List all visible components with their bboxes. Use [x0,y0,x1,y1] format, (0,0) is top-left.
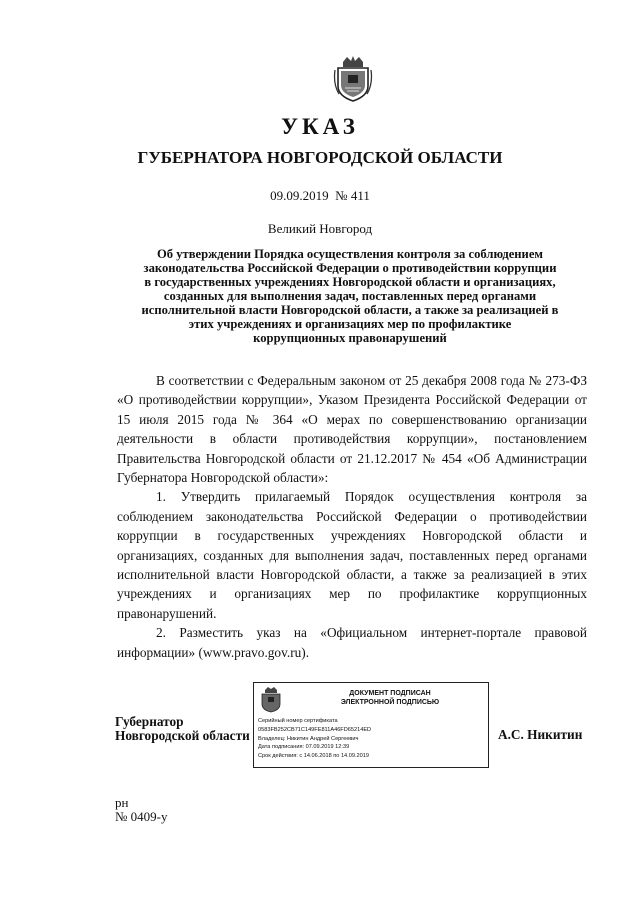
subject-line: Об утверждении Порядка осуществления контроля за соблюдением [157,247,543,261]
stamp-header-line1: ДОКУМЕНТ ПОДПИСАН [349,690,431,697]
item-1-paragraph: 1. Утвердить прилагаемый Порядок осуществления контроля за соблюдением законодательства Российской Федерации о противодействии коррупции в государственных учреждениях Новгородской области и организациях, созданных для выполнения задач, поставленных перед органами исполнительной власти Новгородской области, а также за реализацией в этих учреждениях и организациях мер по профилактике коррупционных правонарушений. [117,489,587,621]
stamp-details [258,717,371,761]
signer-position-line2: Новгородской области [115,728,250,743]
document-type-title: УКАЗ [281,114,359,139]
document-body [117,371,587,662]
signer-position-line1: Губернатор [115,714,184,729]
issuer-title: ГУБЕРНАТОРА НОВГОРОДСКОЙ ОБЛАСТИ [137,148,503,167]
subject-line: коррупционных правонарушений [253,331,447,345]
stamp-header [300,689,480,707]
registration-number: № 0409-у [115,809,168,824]
certificate-owner: Владелец: Никитин Андрей Сергеевич [258,735,359,742]
executor-initials: рн [115,795,129,810]
signer-position [115,715,250,743]
date-number-line [0,188,640,204]
novgorod-coat-of-arms-icon [333,56,373,102]
certificate-number: 0583FB252CB71C149FE811A46FD65214ED [258,726,372,733]
item-2-paragraph: 2. Разместить указ на «Официальном интернет-портале правовой информации» (www.pravo.gov.ru). [117,625,587,660]
number-sign: № [335,188,348,203]
document-number: 411 [350,188,370,203]
certificate-validity: Срок действия: с 14.06.2018 по 14.09.2019 [258,753,369,760]
document-date: 09.09.2019 [270,188,329,203]
subject-line: созданных для выполнения задач, поставленных перед органами [163,289,537,303]
electronic-signature-stamp [253,682,489,768]
stamp-coat-of-arms-icon [260,687,282,713]
subject-line: в государственных учреждениях Новгородской области и организациях, [144,275,556,289]
subject-line: законодательства Российской Федерации о противодействии коррупции [143,261,557,275]
signing-date: Дата подписания: 07.09.2019 12:39 [258,744,350,751]
city-name: Великий Новгород [267,221,373,236]
subject-line: исполнительной власти Новгородской области, а также за реализацией в [141,303,559,317]
signer-name: А.С. Никитин [498,727,583,742]
preamble-paragraph: В соответствии с Федеральным законом от 25 декабря 2008 года № 273-ФЗ «О противодействии коррупции», Указом Президента Российской Федерации от 15 июля 2015 года № 364 «О мерах по совершенствованию организации деятельности в области противодействия коррупции», постановлением Правительства Новгородской области от 21.12.2017 № 454 «Об Администрации Губернатора Новгородской области»: [117,373,587,486]
document-subject [110,247,590,345]
registration-info [115,796,167,824]
subject-line: этих учреждениях и организациях мер по профилактике [188,317,512,331]
certificate-label: Серийный номер сертификата [258,718,338,724]
stamp-header-line2: ЭЛЕКТРОННОЙ ПОДПИСЬЮ [340,699,440,706]
